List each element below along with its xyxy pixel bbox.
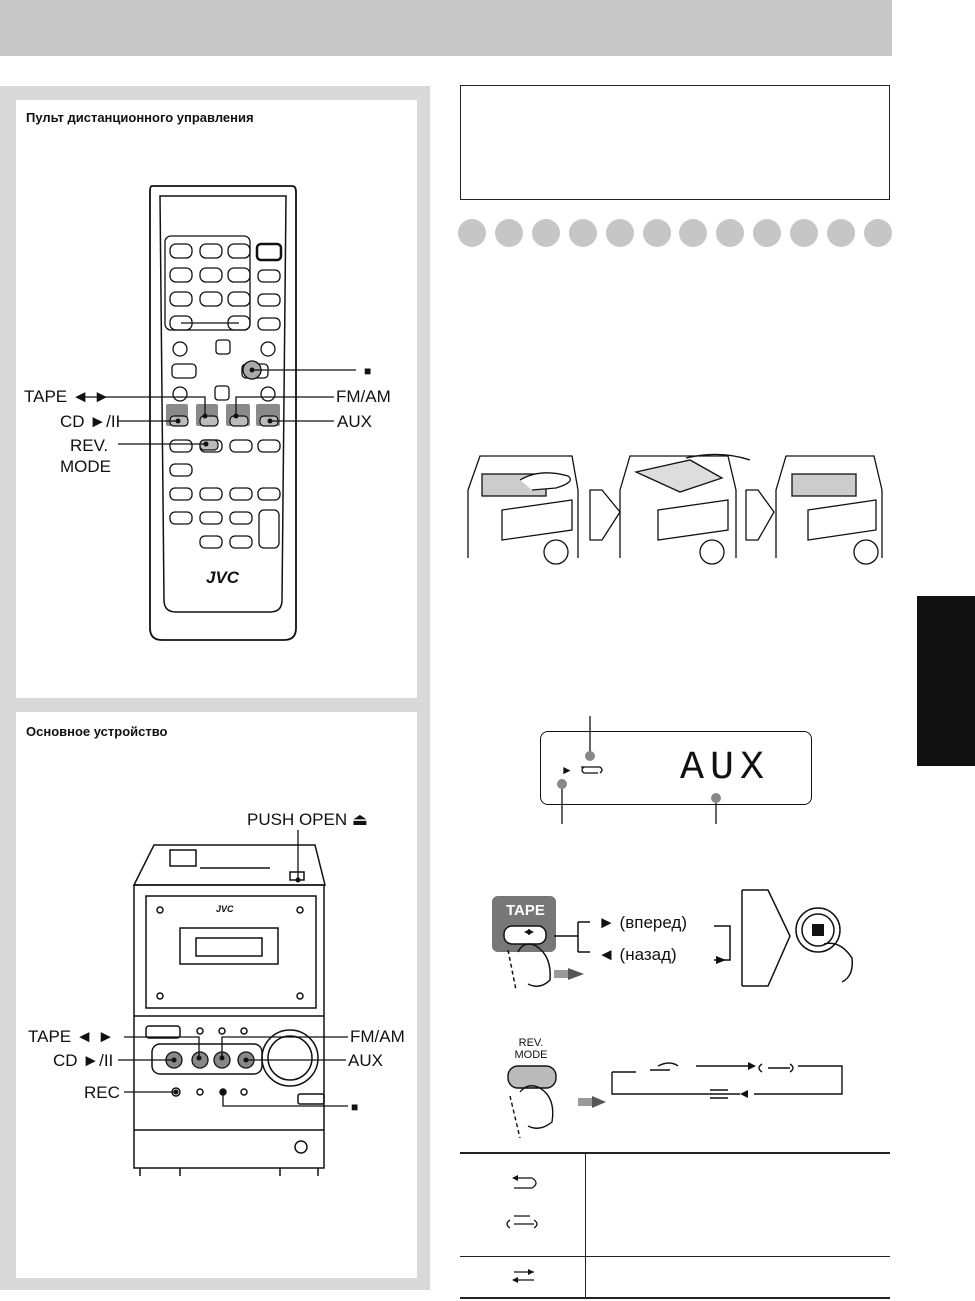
step-dot [532, 219, 560, 247]
main-stop-label: ■ [351, 1100, 359, 1114]
table-bottom-border [460, 1297, 890, 1299]
main-cd-label: CD ►/II [53, 1051, 114, 1070]
lcd-source-text: AUX [680, 746, 771, 791]
main-tape-label: TAPE ◄ ► [28, 1027, 115, 1046]
main-aux-label: AUX [348, 1051, 383, 1070]
step-dot [495, 219, 523, 247]
remote-panel-title: Пульт дистанционного управления [26, 110, 254, 125]
remote-rev-label-2: MODE [60, 457, 111, 476]
remote-fmam-label: FM/AM [336, 387, 391, 406]
remote-cd-label: CD ►/II [60, 412, 121, 431]
step-dot [679, 219, 707, 247]
step-dot [753, 219, 781, 247]
step-dot [569, 219, 597, 247]
table-top-border [460, 1152, 890, 1154]
rev-mode-label-2: MODE [514, 1049, 548, 1061]
step-dot [606, 219, 634, 247]
step-dot [716, 219, 744, 247]
main-unit-illustration [0, 700, 430, 1180]
rev-mode-label-1: REV. [518, 1037, 544, 1049]
lcd-play-indicator: ► [561, 763, 573, 777]
tape-direction-diagram [490, 880, 880, 1000]
step-dot [458, 219, 486, 247]
remote-aux-label: AUX [337, 412, 372, 431]
main-unit-panel-title: Основное устройство [26, 724, 168, 739]
step-dot [827, 219, 855, 247]
tape-backward-label: ◄ (назад) [598, 945, 677, 964]
remote-brand-logo: JVC [206, 568, 240, 587]
section-tab [917, 596, 975, 766]
remote-stop-label: ■ [364, 364, 372, 378]
table-column-divider [585, 1152, 586, 1298]
step-dot [643, 219, 671, 247]
remote-illustration [0, 0, 430, 700]
main-rec-label: REC [84, 1083, 120, 1102]
remote-rev-label-1: REV. [70, 436, 109, 455]
table-mode-icons [500, 1168, 550, 1288]
main-brand-logo: JVC [216, 904, 234, 914]
step-dots [458, 219, 892, 249]
main-push-open-label: PUSH OPEN ⏏ [247, 810, 368, 829]
tape-forward-label: ► (вперед) [598, 913, 688, 932]
step-dot [864, 219, 892, 247]
rev-mode-diagram [500, 1056, 860, 1146]
note-box [460, 85, 890, 200]
step-dot [790, 219, 818, 247]
cassette-loading-illustration [460, 450, 890, 565]
tape-button-label: TAPE [506, 902, 545, 919]
main-fmam-label: FM/AM [350, 1027, 405, 1046]
remote-tape-label: TAPE ◄ ► [24, 387, 111, 406]
